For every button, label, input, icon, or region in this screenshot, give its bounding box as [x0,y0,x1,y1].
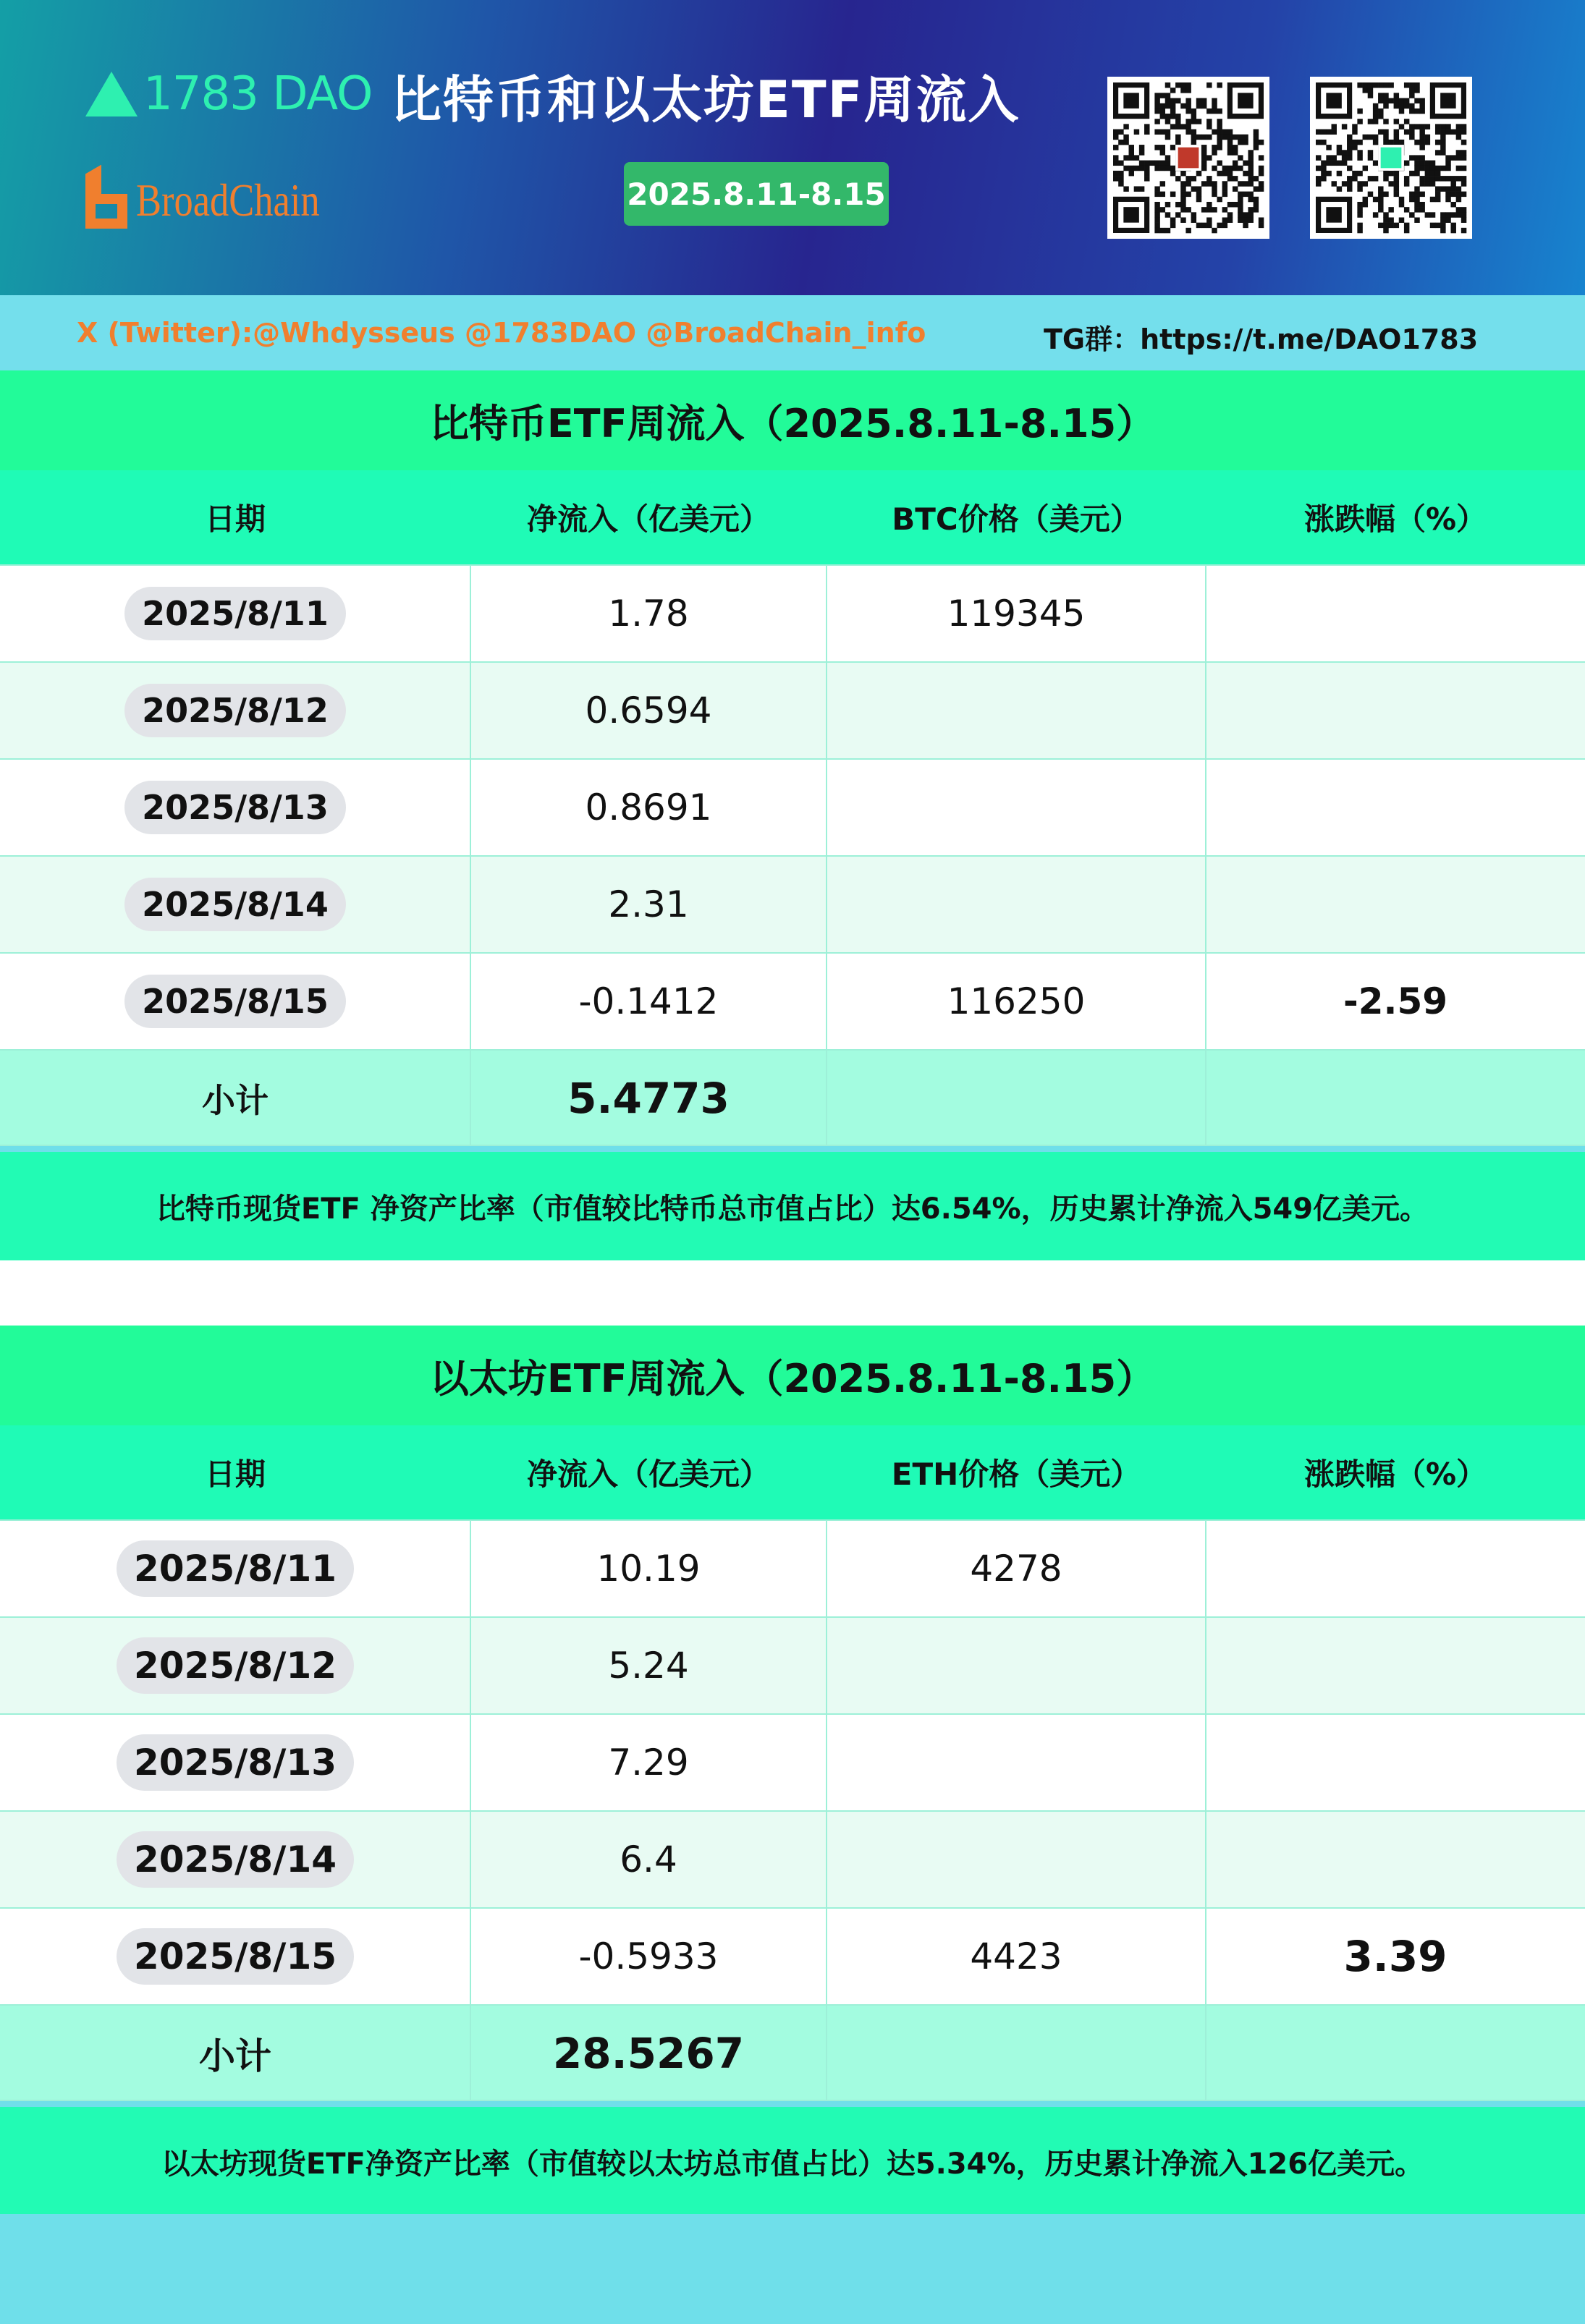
date-range-badge: 2025.8.11-8.15 [624,162,889,226]
date-cell: 2025/8/12 [117,1637,354,1694]
change-cell [1206,663,1585,758]
flow-cell: -0.5933 [578,1935,719,1977]
date-cell: 2025/8/14 [117,1831,354,1888]
price-cell [827,760,1206,855]
date-cell: 2025/8/14 [124,878,346,931]
date-cell: 2025/8/11 [124,587,346,640]
flow-cell: 7.29 [608,1742,689,1784]
change-cell [1206,1521,1585,1616]
column-header: 日期 [204,501,266,537]
table-row [0,1810,1585,1907]
price-cell: 4278 [970,1548,1062,1590]
price-cell [827,1715,1206,1810]
change-cell [1206,1715,1585,1810]
flow-cell: 5.24 [608,1645,689,1687]
eth-section-title: 以太坊ETF周流入（2025.8.11-8.15） [0,1326,1585,1425]
flow-cell: 6.4 [620,1839,677,1880]
change-cell: 3.39 [1343,1932,1447,1981]
qr-code-icon [1107,77,1269,239]
flow-cell: 2.31 [608,883,689,925]
change-cell [1206,1812,1585,1907]
subtotal-row [0,2004,1585,2101]
eth-summary-note: 以太坊现货ETF净资产比率（市值较以太坊总市值占比）达5.34%，历史累计净流入126亿美元。 [0,2107,1585,2215]
btc-summary-note: 比特币现货ETF 净资产比率（市值较比特币总市值占比）达6.54%，历史累计净流入549亿美元。 [0,1152,1585,1260]
price-cell: 116250 [947,980,1086,1022]
change-cell [1206,857,1585,952]
footer-band [0,2214,1585,2324]
date-cell: 2025/8/11 [117,1540,354,1597]
column-header: 净流入（亿美元） [526,501,770,537]
logo-1783dao [85,65,372,123]
price-cell [827,1618,1206,1713]
logo-broadchain-text: BroadChain [136,174,320,226]
twitter-handles[interactable]: X (Twitter):@Whdysseus @1783DAO @BroadChain_info [77,317,926,349]
subtotal-label: 小计 [199,2035,271,2077]
btc-column-headers [0,470,1585,564]
column-header: 涨跌幅（%） [1303,501,1487,537]
subtotal-label: 小计 [202,1081,269,1120]
table-row [0,1713,1585,1810]
btc-table [0,564,1585,1146]
page-title: 比特币和以太坊ETF周流入 [391,70,1020,130]
date-cell: 2025/8/13 [124,781,346,834]
table-row [0,564,1585,661]
qr-code-icon [1310,77,1472,239]
change-cell [1206,1618,1585,1713]
price-cell: 4423 [970,1935,1062,1977]
eth-table [0,1519,1585,2101]
table-row [0,758,1585,855]
date-cell: 2025/8/15 [117,1928,354,1985]
broadchain-mark-icon [80,169,129,232]
logo-1783-text: 1783 DAO [143,67,373,121]
subtotal-value: 5.4773 [567,1074,730,1123]
date-cell: 2025/8/15 [124,975,346,1028]
social-bar [0,295,1585,370]
change-cell [1206,760,1585,855]
flow-cell: 0.6594 [585,690,712,731]
column-header: 净流入（亿美元） [526,1456,770,1492]
column-header: ETH价格（美元） [891,1456,1141,1492]
header-banner [0,0,1585,295]
table-row [0,1616,1585,1713]
logo-broadchain [80,168,360,233]
eth-column-headers [0,1425,1585,1519]
change-cell: -2.59 [1343,980,1448,1022]
table-row [0,1907,1585,2004]
price-cell [827,857,1206,952]
flow-cell: 10.19 [596,1548,701,1590]
btc-section-title: 比特币ETF周流入（2025.8.11-8.15） [0,370,1585,470]
table-row [0,661,1585,758]
subtotal-value: 28.5267 [552,2029,745,2078]
column-header: BTC价格（美元） [892,501,1141,537]
flow-cell: 0.8691 [585,786,712,828]
subtotal-row [0,1049,1585,1146]
triangle-icon [85,72,138,116]
price-cell [827,663,1206,758]
flow-cell: 1.78 [608,593,689,635]
table-row [0,1519,1585,1616]
table-row [0,855,1585,952]
date-cell: 2025/8/13 [117,1734,354,1791]
change-cell [1206,566,1585,661]
section-divider [0,1260,1585,1326]
column-header: 涨跌幅（%） [1303,1456,1487,1492]
table-row [0,952,1585,1049]
price-cell: 119345 [947,593,1086,635]
price-cell [827,1812,1206,1907]
flow-cell: -0.1412 [578,980,719,1022]
date-cell: 2025/8/12 [124,684,346,737]
column-header: 日期 [204,1456,266,1492]
telegram-link[interactable]: TG群：https://t.me/DAO1783 [1044,323,1479,355]
